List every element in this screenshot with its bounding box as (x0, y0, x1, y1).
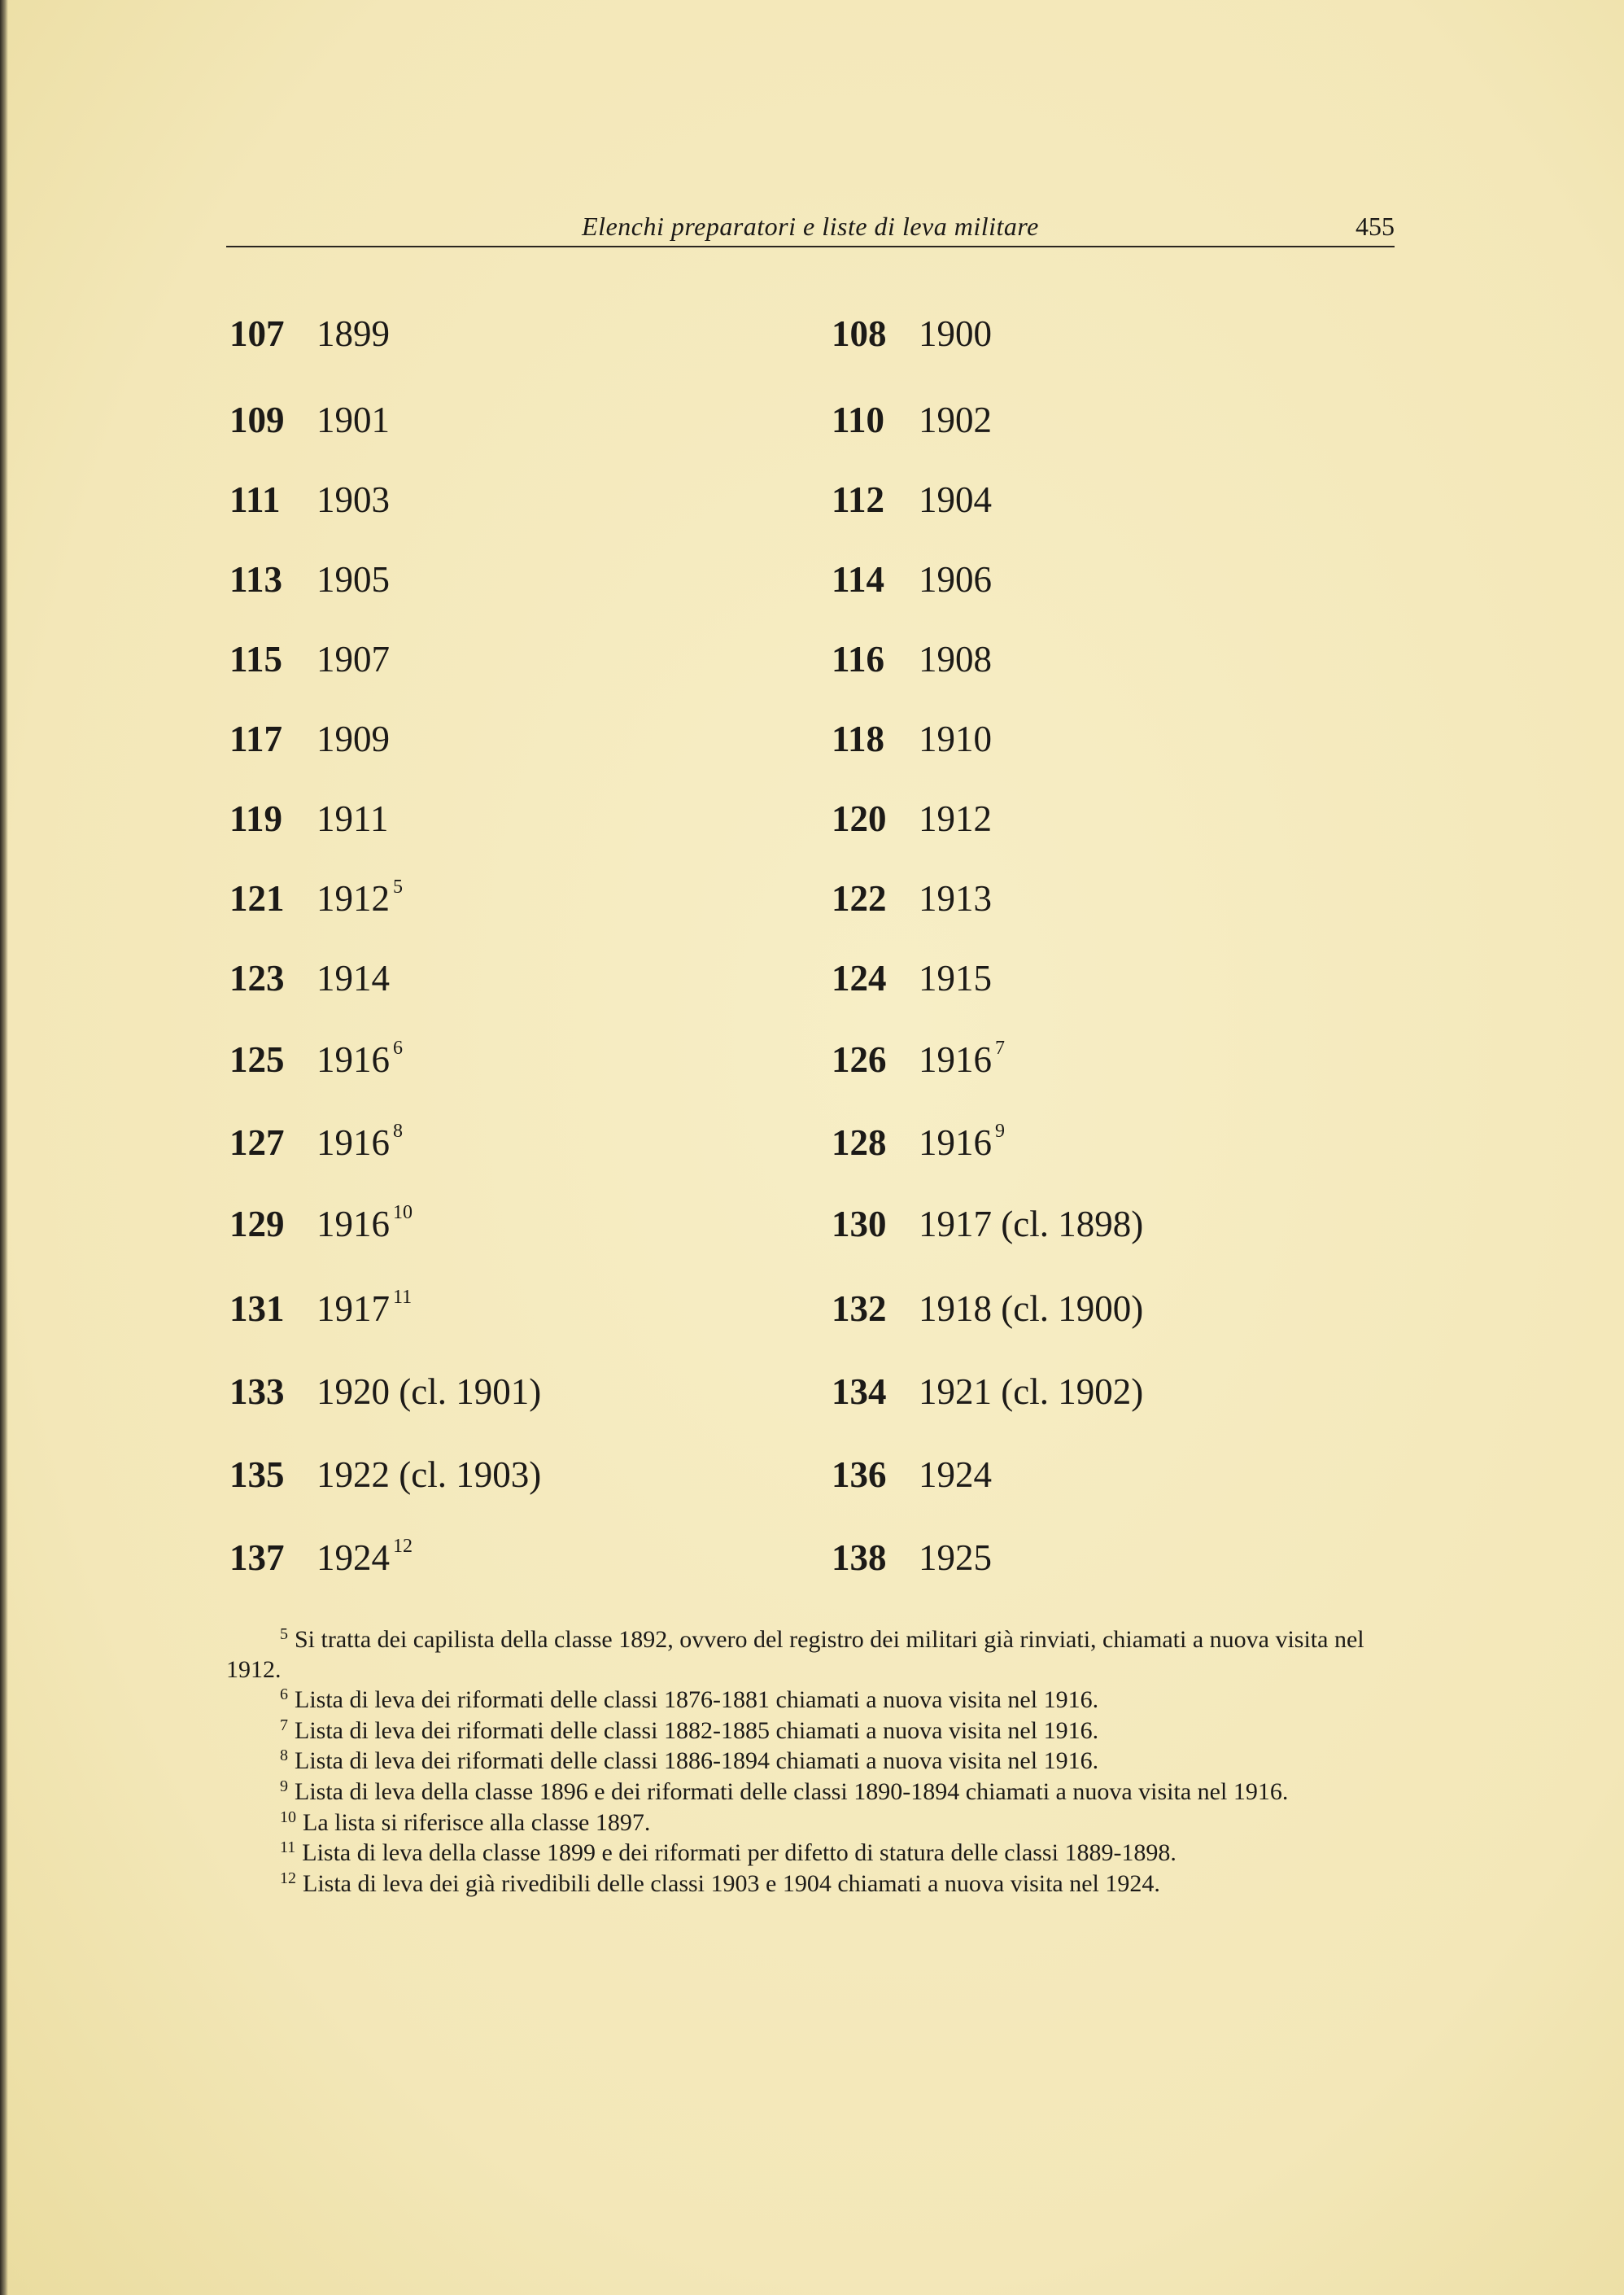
list-item (832, 1454, 995, 1493)
footnote-ref: 11 (393, 1287, 413, 1308)
entry-number: 121 (229, 878, 285, 919)
list-item (832, 1203, 1146, 1243)
list-item (229, 1370, 544, 1410)
entry-number: 135 (229, 1454, 285, 1495)
entry-year: 1918 (cl. 1900) (919, 1288, 1144, 1329)
footnote-ref: 12 (393, 1536, 413, 1557)
entry-number: 127 (229, 1122, 285, 1163)
entry-year: 1906 (919, 559, 992, 600)
entry-number: 123 (229, 958, 285, 999)
entry-number: 133 (229, 1371, 285, 1412)
list-item (832, 558, 995, 598)
footnote-marker: 6 (280, 1685, 288, 1704)
entry-year: 1917 (cl. 1898) (919, 1204, 1144, 1244)
entry-number: 117 (229, 719, 283, 759)
footnote-text: Lista di leva dei riformati delle classi 1886-1894 chiamati a nuova visita nel 1916. (295, 1747, 1099, 1775)
entry-year: 1902 (919, 400, 992, 440)
list-item (229, 479, 393, 518)
entry-year: 1914 (317, 958, 390, 999)
list-item (832, 1121, 1005, 1161)
entry-year: 1904 (919, 479, 992, 520)
entry-year: 1920 (cl. 1901) (317, 1371, 542, 1412)
book-spine-shadow (0, 0, 8, 2295)
list-item (832, 957, 995, 997)
list-item (832, 638, 995, 678)
footnote-marker: 12 (280, 1869, 296, 1887)
footnotes (226, 1624, 1395, 1899)
list-item (832, 1287, 1146, 1327)
list-item (229, 1203, 413, 1243)
entry-number: 132 (832, 1288, 887, 1329)
entry-number: 130 (832, 1204, 887, 1244)
footnote (226, 1716, 1395, 1746)
footnote-text: Lista di leva della classe 1899 e dei riformati per difetto di statura delle classi 1889-1898. (302, 1839, 1177, 1867)
entry-year: 1915 (919, 958, 992, 999)
entry-number: 113 (229, 559, 283, 600)
list-item (229, 1287, 412, 1327)
footnote (226, 1624, 1395, 1685)
entry-year: 1922 (cl. 1903) (317, 1454, 542, 1495)
entry-number: 114 (832, 559, 885, 600)
entry-year: 1908 (919, 639, 992, 680)
entry-year: 1924 (317, 1537, 390, 1578)
list-item (832, 479, 995, 518)
footnote-marker: 10 (280, 1808, 296, 1826)
entry-number: 125 (229, 1039, 285, 1080)
entry-number: 134 (832, 1371, 887, 1412)
list-item (229, 1454, 544, 1493)
list-item (229, 1121, 403, 1161)
list-item (832, 1038, 1005, 1078)
entry-number: 112 (832, 479, 885, 520)
list-item (229, 718, 393, 758)
footnote-text: Lista di leva della classe 1896 e dei riformati delle classi 1890-1894 chiamati a nuova visita nel 1916. (295, 1777, 1289, 1805)
entry-year: 1912 (317, 878, 390, 919)
list-item (229, 399, 393, 439)
entry-year: 1899 (317, 313, 390, 354)
entry-year: 1916 (317, 1204, 390, 1244)
list-item (229, 877, 403, 917)
list-item (832, 718, 995, 758)
entry-year: 1916 (919, 1122, 992, 1163)
footnote-marker: 8 (280, 1746, 288, 1765)
entry-year: 1905 (317, 559, 390, 600)
entry-number: 115 (229, 639, 283, 680)
list-item (229, 638, 393, 678)
footnote-ref: 9 (995, 1121, 1005, 1142)
footnote-text: La lista si riferisce alla classe 1897. (303, 1808, 651, 1836)
footnote-ref: 10 (393, 1202, 413, 1223)
entry-year: 1903 (317, 479, 390, 520)
list-item (832, 313, 995, 352)
list-item (832, 1370, 1146, 1410)
entry-year: 1907 (317, 639, 390, 680)
list-item (229, 1537, 413, 1576)
footnote-text: Lista di leva dei già rivedibili delle classi 1903 e 1904 chiamati a nuova visita nel 1924. (303, 1869, 1160, 1897)
entry-number: 124 (832, 958, 887, 999)
footnote-text: Si tratta dei capilista della classe 1892, ovvero del registro dei militari già rinviati, chiamati a nuova visita nel 1912. (226, 1626, 1364, 1683)
footnote-ref: 7 (995, 1038, 1005, 1059)
entry-number: 109 (229, 400, 285, 440)
entry-number: 120 (832, 798, 887, 839)
footnote-marker: 11 (280, 1838, 296, 1857)
footnote-text: Lista di leva dei riformati delle classi 1882-1885 chiamati a nuova visita nel 1916. (295, 1716, 1099, 1744)
footnote (226, 1746, 1395, 1777)
entry-number: 137 (229, 1537, 285, 1578)
list-item (832, 399, 995, 439)
entry-number: 131 (229, 1288, 285, 1329)
entry-year: 1901 (317, 400, 390, 440)
entry-year: 1921 (cl. 1902) (919, 1371, 1144, 1412)
page-number: 455 (1356, 212, 1395, 241)
entry-number: 110 (832, 400, 885, 440)
list-item (229, 313, 393, 352)
entry-number: 107 (229, 313, 285, 354)
entry-number: 136 (832, 1454, 887, 1495)
footnote-ref: 6 (393, 1038, 403, 1059)
entry-year: 1916 (317, 1122, 390, 1163)
footnote-ref: 8 (393, 1121, 403, 1142)
footnote (226, 1808, 1395, 1838)
entry-number: 108 (832, 313, 887, 354)
entry-year: 1909 (317, 719, 390, 759)
header-title: Elenchi preparatori e liste di leva militare (582, 212, 1039, 241)
entry-year: 1916 (919, 1039, 992, 1080)
list-item (229, 957, 393, 997)
entry-year: 1924 (919, 1454, 992, 1495)
footnote-marker: 5 (280, 1625, 288, 1643)
footnote-marker: 7 (280, 1716, 288, 1734)
entry-year: 1911 (317, 798, 389, 839)
entry-year: 1925 (919, 1537, 992, 1578)
list-item (832, 798, 995, 837)
list-item (229, 558, 393, 598)
footnote-marker: 9 (280, 1777, 288, 1795)
footnote-ref: 5 (393, 876, 403, 898)
list-item (229, 798, 391, 837)
entry-year: 1917 (317, 1288, 390, 1329)
entry-year: 1912 (919, 798, 992, 839)
entries-list (229, 0, 1401, 1628)
footnote-text: Lista di leva dei riformati delle classi 1876-1881 chiamati a nuova visita nel 1916. (295, 1686, 1099, 1714)
footnote (226, 1777, 1395, 1808)
entry-number: 126 (832, 1039, 887, 1080)
entry-number: 128 (832, 1122, 887, 1163)
entry-year: 1910 (919, 719, 992, 759)
footnote (226, 1685, 1395, 1716)
entry-year: 1900 (919, 313, 992, 354)
footnote (226, 1838, 1395, 1869)
footnote (226, 1869, 1395, 1899)
list-item (832, 1537, 995, 1576)
entry-number: 138 (832, 1537, 887, 1578)
entry-number: 122 (832, 878, 887, 919)
entry-number: 111 (229, 479, 281, 520)
entry-year: 1916 (317, 1039, 390, 1080)
list-item (832, 877, 995, 917)
entry-number: 116 (832, 639, 885, 680)
entry-number: 118 (832, 719, 885, 759)
list-item (229, 1038, 403, 1078)
entry-number: 119 (229, 798, 283, 839)
entry-year: 1913 (919, 878, 992, 919)
entry-number: 129 (229, 1204, 285, 1244)
